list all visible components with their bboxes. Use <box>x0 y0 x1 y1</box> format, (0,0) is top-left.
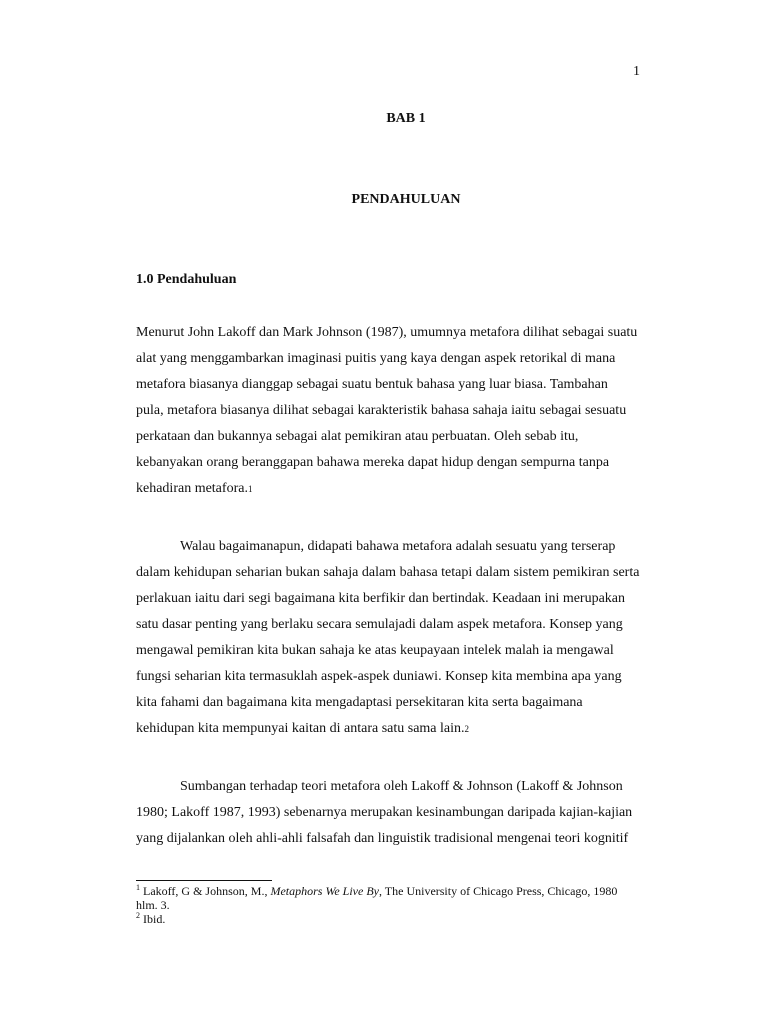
paragraph-line: alat yang menggambarkan imaginasi puitis yang kaya dengan aspek retorikal di mana <box>136 351 616 366</box>
paragraph-line-last <box>136 476 666 502</box>
paragraph-line: pula, metafora biasanya dilihat sebagai karakteristik bahasa sahaja iaitu sebagai sesuatu <box>136 403 627 418</box>
page-number: 1 <box>633 64 640 79</box>
footnote-2 <box>136 912 666 926</box>
paragraph-line: Walau bagaimanapun, didapati bahawa metafora adalah sesuatu yang terserap <box>180 539 616 554</box>
section-heading: 1.0 Pendahuluan <box>136 272 237 287</box>
paragraph-line: kita fahami dan bagaimana kita mengadaptasi persekitaran kita serta bagaimana <box>136 695 583 710</box>
paragraph-line: perkataan dan bukannya sebagai alat pemikiran atau perbuatan. Oleh sebab itu, <box>136 429 579 444</box>
paragraph-line: dalam kehidupan seharian bukan sahaja dalam bahasa tetapi dalam sistem pemikiran serta <box>136 565 640 580</box>
chapter-title: PENDAHULUAN <box>351 192 461 207</box>
paragraph-line: kebanyakan orang beranggapan bahawa mereka dapat hidup dengan sempurna tanpa <box>136 455 610 470</box>
footnote-text: Lakoff, G & Johnson, M., <box>143 884 271 898</box>
paragraph-line-text: kehidupan kita mempunyai kaitan di antara satu sama lain. <box>136 721 465 736</box>
footnotes <box>136 884 666 926</box>
paragraph-line: satu dasar penting yang berlaku secara semulajadi dalam aspek metafora. Konsep yang <box>136 617 623 632</box>
footnote-text: , The University of Chicago Press, Chicago, 1980 <box>379 884 618 898</box>
paragraph-line-text: kehadiran metafora. <box>136 481 248 496</box>
paragraph <box>136 534 666 742</box>
paragraph-line-last <box>136 716 666 742</box>
footnote-number: 2 <box>136 911 140 920</box>
footnote-continuation: hlm. 3. <box>136 898 170 912</box>
paragraph-line: mengawal pemikiran kita bukan sahaja ke atas keupayaan intelek malah ia mengawal <box>136 643 614 658</box>
footnote-number: 1 <box>136 883 140 892</box>
paragraph-line: metafora biasanya dianggap sebagai suatu bentuk bahasa yang luar biasa. Tambahan <box>136 377 608 392</box>
footnote-reference[interactable]: 2 <box>464 724 470 734</box>
footnote-reference[interactable]: 1 <box>247 484 253 494</box>
footnote-divider <box>136 880 272 881</box>
footnote-text: Ibid. <box>143 912 166 926</box>
paragraph <box>136 320 666 502</box>
paragraph-line: fungsi seharian kita termasuklah aspek-aspek duniawi. Konsep kita membina apa yang <box>136 669 622 684</box>
paragraph-line: 1980; Lakoff 1987, 1993) sebenarnya merupakan kesinambungan daripada kajian-kajian <box>136 805 633 820</box>
paragraph-line: yang dijalankan oleh ahli-ahli falsafah dan linguistik tradisional mengenai teori kognitif <box>136 831 629 846</box>
paragraph-line: perlakuan iaitu dari segi bagaimana kita berfikir dan bertindak. Keadaan ini merupakan <box>136 591 626 606</box>
paragraph <box>136 774 666 852</box>
footnote-1 <box>136 884 666 912</box>
paragraph-line: Menurut John Lakoff dan Mark Johnson (1987), umumnya metafora dilihat sebagai suatu <box>136 325 638 340</box>
footnote-book-title: Metaphors We Live By <box>270 884 379 898</box>
paragraph-line: Sumbangan terhadap teori metafora oleh Lakoff & Johnson (Lakoff & Johnson <box>180 779 623 794</box>
chapter-label: BAB 1 <box>386 111 426 126</box>
